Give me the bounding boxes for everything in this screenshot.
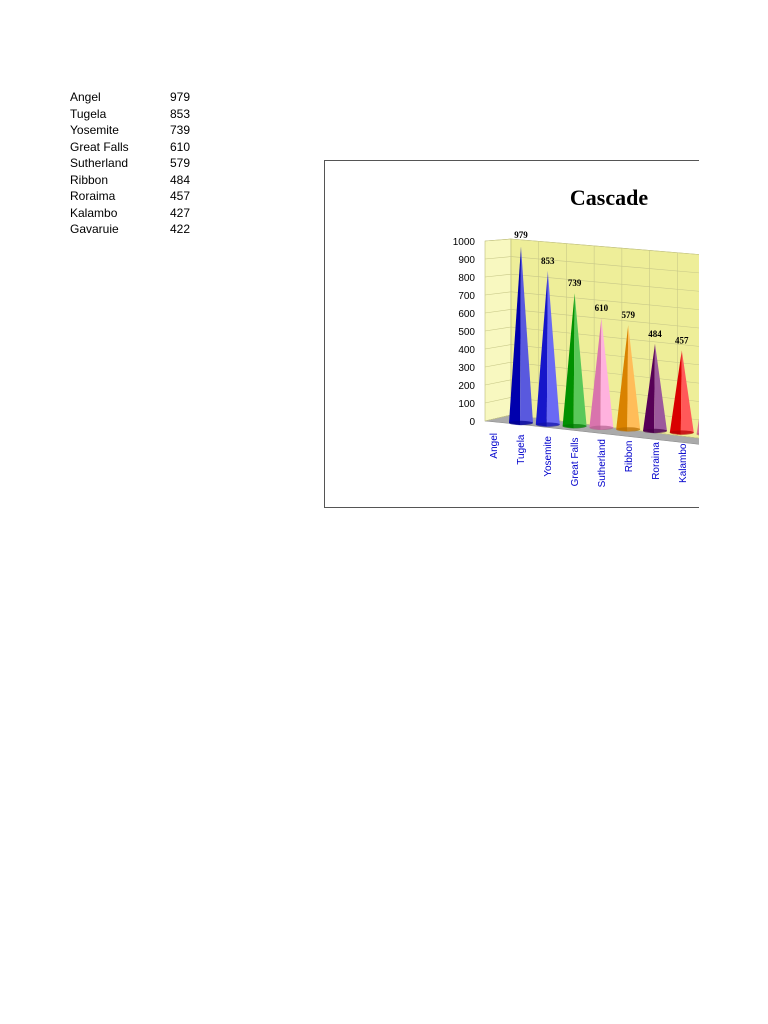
- y-tick-label: 900: [458, 255, 475, 266]
- row-name: Gavaruie: [70, 222, 119, 236]
- chart-frame: [324, 160, 699, 508]
- table-row: [70, 107, 210, 124]
- cone-base: [589, 426, 613, 430]
- row-name: Tugela: [70, 106, 107, 121]
- row-value: 610: [170, 139, 191, 154]
- row-value: 422: [170, 222, 191, 236]
- data-label: 739: [567, 278, 582, 289]
- table-row: [70, 123, 210, 140]
- table-row: [70, 173, 210, 190]
- x-tick-label: Roraima: [651, 442, 662, 480]
- row-value: 853: [170, 106, 191, 121]
- row-value: 579: [170, 156, 191, 170]
- row-value: 484: [170, 172, 191, 187]
- x-tick-label: Great Falls: [570, 437, 581, 487]
- table-row: [70, 156, 210, 173]
- y-axis-ticks: [453, 237, 476, 428]
- x-tick-label: Sutherland: [597, 439, 608, 488]
- row-value: 457: [170, 189, 191, 203]
- row-value: 979: [170, 90, 191, 104]
- x-tick-label: Tugela: [516, 434, 527, 465]
- data-label: 457: [675, 335, 689, 346]
- y-tick-label: 0: [469, 417, 475, 428]
- data-label: 979: [514, 229, 528, 240]
- x-tick-label: Ribbon: [624, 440, 635, 473]
- data-label: 579: [621, 310, 635, 321]
- table-row: [70, 189, 210, 206]
- data-table: [70, 90, 210, 239]
- x-axis-labels: [489, 433, 689, 487]
- table-row: [70, 90, 210, 107]
- y-tick-label: 500: [458, 327, 475, 338]
- data-label: 853: [541, 256, 555, 267]
- y-tick-label: 200: [458, 381, 475, 392]
- table-row: [70, 222, 210, 239]
- row-name: Ribbon: [70, 172, 109, 187]
- cone-chart: [325, 161, 699, 507]
- row-name: Sutherland: [70, 156, 129, 170]
- x-tick-label: Kalambo: [678, 443, 689, 483]
- x-tick-label: Yosemite: [543, 436, 554, 477]
- row-name: Roraima: [70, 189, 116, 203]
- data-label: 484: [648, 328, 662, 339]
- chart-title: Cascade: [569, 185, 649, 210]
- y-tick-label: 400: [458, 345, 475, 356]
- table-row: [70, 206, 210, 223]
- y-tick-label: 100: [458, 399, 475, 410]
- cone-base: [616, 427, 640, 431]
- cone-base: [670, 430, 694, 434]
- y-tick-label: 1000: [452, 237, 475, 248]
- cone-base: [563, 424, 587, 428]
- cone-base: [643, 429, 667, 433]
- row-name: Yosemite: [70, 123, 119, 137]
- cone-base: [536, 422, 560, 426]
- row-value: 427: [170, 205, 191, 220]
- x-tick-label: Angel: [489, 433, 500, 459]
- y-tick-label: 700: [458, 291, 475, 302]
- row-name: Great Falls: [70, 139, 129, 154]
- y-tick-label: 300: [458, 363, 475, 374]
- data-label: 610: [594, 303, 609, 313]
- y-tick-label: 600: [458, 309, 475, 320]
- row-name: Angel: [70, 90, 101, 104]
- cone-base: [509, 421, 533, 425]
- row-name: Kalambo: [70, 205, 118, 220]
- row-value: 739: [170, 123, 191, 137]
- y-tick-label: 800: [458, 273, 475, 284]
- side-wall: [485, 239, 511, 421]
- table-row: [70, 140, 210, 157]
